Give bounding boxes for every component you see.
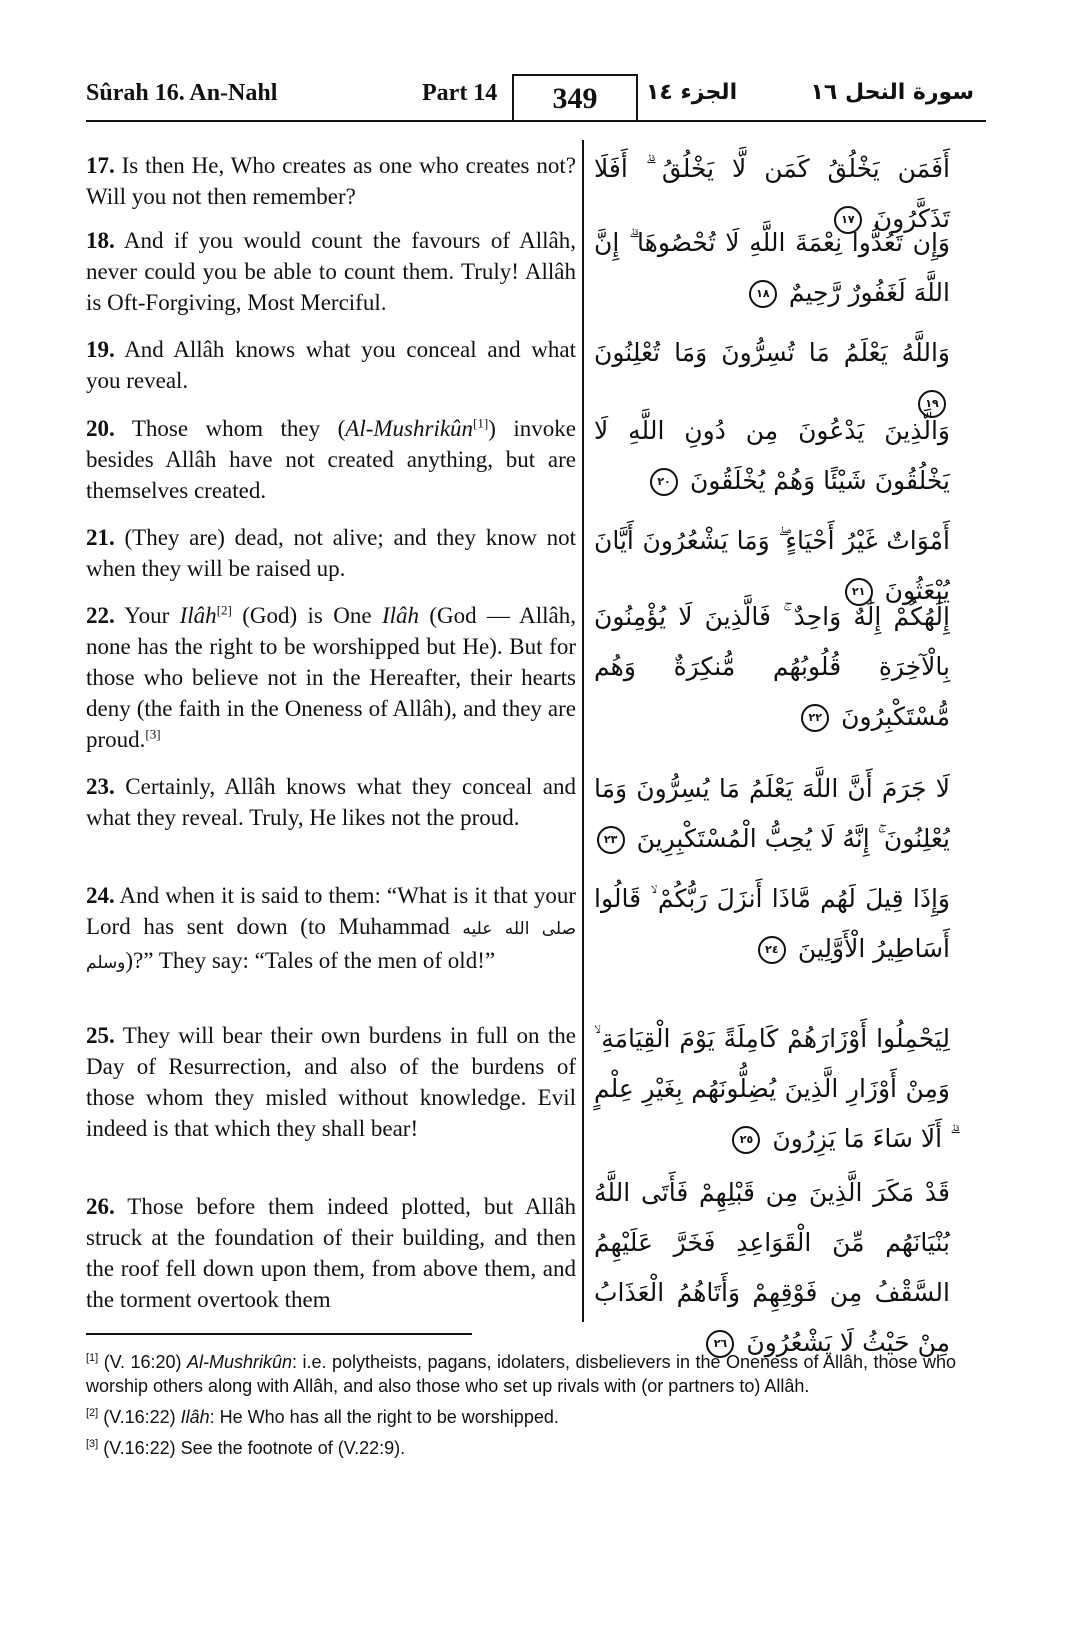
verse-number: 22. xyxy=(86,603,115,628)
verse-english: 26. Those before them indeed plotted, but Allâh struck at the foundation of their building, and then the roof fell down upon them, from above them, and the torment overtook them xyxy=(86,1194,576,1312)
verse-number: 19. xyxy=(86,337,115,362)
verse-english: 25. They will bear their own burdens in full on the Day of Resurrection, and also of the burdens of those whom they misled without knowledge. Evil indeed is that which they shall bear! xyxy=(86,1023,576,1141)
footnote-marker: [2] xyxy=(86,1407,99,1419)
column-divider xyxy=(582,140,584,1322)
footnote: [2] (V.16:22) Ilâh: He Who has all the right to be worshipped. xyxy=(86,1407,559,1427)
footnote-rule xyxy=(86,1333,472,1335)
verse-english: 23. Certainly, Allâh knows what they conceal and what they reveal. Truly, He likes not the proud. xyxy=(86,774,576,830)
ayah-number-marker: ١٨ xyxy=(749,280,777,308)
page-number: 349 xyxy=(512,74,638,120)
footnote-ref: [2] xyxy=(216,602,232,618)
verse-arabic: قَدْ مَكَرَ الَّذِينَ مِن قَبْلِهِمْ فَأَتَى اللَّهُ بُنْيَانَهُم مِّنَ الْقَوَاعِدِ فَخَرَّ عَلَيْهِمُ السَّقْفُ مِن فَوْقِهِمْ وَأَتَاهُمُ الْعَذَابُ مِنْ حَيْثُ لَا يَشْعُرُونَ ٢٦ xyxy=(594,1178,950,1357)
verse-number: 21. xyxy=(86,525,115,550)
surah-title-english: Sûrah 16. An-Nahl xyxy=(86,80,278,106)
verse-english: 21. (They are) dead, not alive; and they know not when they will be raised up. xyxy=(86,525,576,581)
verse-number: 23. xyxy=(86,774,115,799)
verse-number: 17. xyxy=(86,153,115,178)
ayah-number-marker: ١٧ xyxy=(834,206,862,234)
verse-english: 22. Your Ilâh[2] (God) is One Ilâh (God — Allâh, none has the right to be worshipped but He). But for those who believe not in the Hereafter, their hearts deny (the faith in the Oneness of Allâh), and they are proud.[3] xyxy=(86,602,576,752)
part-label-english: Part 14 xyxy=(422,80,498,106)
verse-arabic: لَا جَرَمَ أَنَّ اللَّهَ يَعْلَمُ مَا يُسِرُّونَ وَمَا يُعْلِنُونَ ۚ إِنَّهُ لَا يُحِبُّ الْمُسْتَكْبِرِينَ ٢٣ xyxy=(594,774,950,853)
part-label-arabic: الجزء ١٤ xyxy=(646,80,738,105)
ayah-number-marker: ٢٢ xyxy=(801,704,829,732)
footnotes xyxy=(86,1346,956,1463)
verse-number: 24. xyxy=(86,883,115,908)
footnote-marker: [3] xyxy=(86,1438,99,1450)
verse-english: 19. And Allâh knows what you conceal and what you reveal. xyxy=(86,337,576,393)
ayah-number-marker: ٢٠ xyxy=(650,468,678,496)
ayah-number-marker: ٢٥ xyxy=(732,1126,760,1154)
verse-number: 26. xyxy=(86,1194,115,1219)
footnote-ref: [3] xyxy=(145,726,161,742)
verse-arabic: وَالَّذِينَ يَدْعُونَ مِن دُونِ اللَّهِ لَا يَخْلُقُونَ شَيْئًا وَهُمْ يُخْلَقُونَ ٢٠ xyxy=(594,416,950,495)
verse-english: 18. And if you would count the favours of Allâh, never could you be able to count them. Truly! Allâh is Oft-Forgiving, Most Merciful. xyxy=(86,228,576,315)
verse-arabic: وَإِذَا قِيلَ لَهُم مَّاذَا أَنزَلَ رَبُّكُمْ ۙ قَالُوا أَسَاطِيرُ الْأَوَّلِينَ ٢٤ xyxy=(594,884,950,963)
footnote-marker: [1] xyxy=(86,1352,99,1364)
verse-number: 25. xyxy=(86,1023,115,1048)
ayah-number-marker: ١٩ xyxy=(918,390,946,418)
salutation-arabic: صلى الله عليه وسلم xyxy=(86,919,576,973)
footnote-ref: [1] xyxy=(473,415,489,431)
header-rule xyxy=(86,120,986,122)
verse-english: 20. Those whom they (Al-Mushrikûn[1]) invoke besides Allâh have not created anything, but are themselves created. xyxy=(86,415,576,503)
page-header xyxy=(86,66,986,122)
verse-number: 18. xyxy=(86,228,115,253)
verse-arabic: أَمْوَاتٌ غَيْرُ أَحْيَاءٍ ۖ وَمَا يَشْعُرُونَ أَيَّانَ يُبْعَثُونَ ٢١ xyxy=(594,526,950,605)
footnote: [3] (V.16:22) See the footnote of (V.22:9). xyxy=(86,1438,406,1458)
ayah-number-marker: ٢٣ xyxy=(597,826,625,854)
ayah-number-marker: ٢١ xyxy=(845,578,873,606)
verse-arabic: لِيَحْمِلُوا أَوْزَارَهُمْ كَامِلَةً يَوْمَ الْقِيَامَةِ ۙ وَمِنْ أَوْزَارِ الَّذِينَ يُضِلُّونَهُم بِغَيْرِ عِلْمٍ ۗ أَلَا سَاءَ مَا يَزِرُونَ ٢٥ xyxy=(594,1024,950,1153)
verse-arabic: إِلَٰهُكُمْ إِلَٰهٌ وَاحِدٌ ۚ فَالَّذِينَ لَا يُؤْمِنُونَ بِالْآخِرَةِ قُلُوبُهُم مُّنكِرَةٌ وَهُم مُّسْتَكْبِرُونَ ٢٢ xyxy=(594,602,950,731)
surah-title-arabic: سورة النحل ١٦ xyxy=(810,80,974,105)
verse-arabic: وَاللَّهُ يَعْلَمُ مَا تُسِرُّونَ وَمَا تُعْلِنُونَ ١٩ xyxy=(594,328,950,428)
ayah-number-marker: ٢٦ xyxy=(706,1330,734,1358)
verse-english: 24. And when it is said to them: “What is it that your Lord has sent down (to Muhammad صلى الله عليه وسلم)?” They say: “Tales of the men of old!” xyxy=(86,883,576,973)
verse-number: 20. xyxy=(86,416,115,441)
verse-english: 17. Is then He, Who creates as one who creates not? Will you not then remember? xyxy=(86,153,576,209)
verse-arabic: وَإِن تَعُدُّوا نِعْمَةَ اللَّهِ لَا تُحْصُوهَا ۗ إِنَّ اللَّهَ لَغَفُورٌ رَّحِيمٌ ١٨ xyxy=(594,228,950,307)
footnote: [1] (V. 16:20) Al-Mushrikûn: i.e. polytheists, pagans, idolaters, disbelievers in the Oneness of Allâh, those who worship others along with Allâh, and also those who set up rivals with (or partners to) Allâh. xyxy=(86,1352,956,1396)
verse-arabic: أَفَمَن يَخْلُقُ كَمَن لَّا يَخْلُقُ ۗ أَفَلَا تَذَكَّرُونَ ١٧ xyxy=(594,154,950,233)
ayah-number-marker: ٢٤ xyxy=(758,936,786,964)
